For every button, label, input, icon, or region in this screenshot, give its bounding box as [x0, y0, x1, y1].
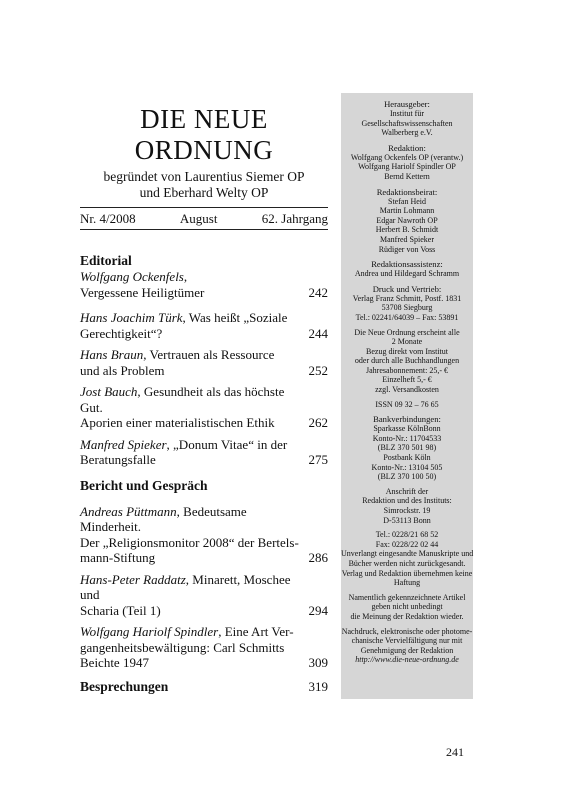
- entry-title: , Was heißt „Soziale: [182, 310, 288, 325]
- imprint-heading: Bankverbindungen:: [373, 414, 441, 425]
- imprint-heading: Druck und Vertrieb:: [372, 283, 442, 294]
- entry-page: 242: [308, 284, 328, 300]
- imprint-disclaimer: [341, 593, 473, 622]
- toc-entry: [80, 384, 328, 431]
- imprint-assistants: [341, 259, 473, 279]
- entry-title: , Bedeutsame Minderheit.: [80, 503, 247, 534]
- imprint-line: Fax: 0228/22 02 44: [375, 539, 439, 549]
- entry-title: , „Donum Vitae“ in der: [166, 436, 288, 452]
- entry-page: 294: [308, 602, 328, 618]
- issue-line: [80, 208, 328, 229]
- imprint-line: D-53113 Bonn: [383, 515, 431, 525]
- imprint-bank: [341, 414, 473, 482]
- imprint-line: Postbank Köln: [383, 453, 431, 463]
- imprint-line: Tel.: 0228/21 68 52: [375, 530, 439, 540]
- imprint-line: Die Neue Ordnung erscheint alle: [354, 327, 460, 337]
- imprint-line: Bezug direkt vom Institut: [366, 346, 448, 356]
- imprint-line: chanische Vervielfältigung nur mit: [351, 636, 463, 646]
- imprint-line: 53708 Siegburg: [381, 303, 433, 313]
- imprint-printing: [341, 284, 473, 323]
- imprint-line: Anschrift der: [385, 486, 429, 496]
- imprint-sidebar: [341, 93, 473, 699]
- entry-title: , Minarett, Moschee und: [80, 571, 291, 602]
- entry-title: gangenheitsbewältigung: Carl Schmitts: [80, 639, 285, 655]
- entry-title: Scharia (Teil 1): [80, 602, 161, 618]
- section-heading-besprechungen: Besprechungen: [80, 678, 169, 694]
- entry-page: 252: [308, 362, 328, 378]
- toc-entry: [80, 504, 328, 566]
- founders-line-2: und Eberhard Welty OP: [139, 185, 269, 200]
- section-heading-bericht: Bericht und Gespräch: [80, 477, 208, 493]
- entry-title: Der „Religionsmonitor 2008“ der Bertels-: [80, 534, 299, 550]
- imprint-line: Wolfgang Ockenfels OP (verantw.): [350, 152, 464, 162]
- imprint-line: Namentlich gekennzeichnete Artikel: [348, 592, 466, 602]
- toc-entry: [80, 347, 328, 378]
- imprint-line: Gesellschaftswissenschaften: [361, 118, 453, 128]
- entry-title: und als Problem: [80, 362, 165, 378]
- imprint-line: Sparkasse KölnBonn: [373, 424, 441, 434]
- imprint-line: Stefan Heid: [388, 196, 426, 206]
- issn: ISSN 09 32 – 76 65: [375, 399, 439, 409]
- imprint-line: Edgar Nawroth OP: [376, 215, 438, 225]
- founders-line-1: begründet von Laurentius Siemer OP: [103, 169, 305, 184]
- imprint-line: Rüdiger von Voss: [378, 244, 436, 254]
- imprint-line: geben nicht unbedingt: [371, 602, 443, 612]
- imprint-line: Institut für: [390, 109, 424, 118]
- imprint-reprint: [341, 627, 473, 665]
- founders: [80, 169, 328, 201]
- imprint-line: Jahresabonnement: 25,- €: [366, 365, 448, 375]
- imprint-line: Nachdruck, elektronische oder photome-: [341, 626, 473, 636]
- imprint-line: Walberberg e.V.: [381, 128, 433, 138]
- entry-title: Aporien einer materialistischen Ethik: [80, 415, 275, 430]
- section-heading-editorial: Editorial: [80, 253, 132, 268]
- entry-author: Hans-Peter Raddatz: [80, 571, 186, 587]
- entry-title: ,: [183, 269, 188, 284]
- imprint-line: Herbert B. Schmidt: [375, 225, 439, 235]
- issue-number: Nr. 4/2008: [80, 211, 136, 226]
- imprint-contact: [341, 530, 473, 588]
- toc-entry-besprechungen: [80, 679, 328, 695]
- entry-page: 319: [308, 679, 328, 694]
- imprint-board: [341, 187, 473, 255]
- imprint-address: [341, 487, 473, 525]
- imprint-heading: Herausgeber:: [384, 99, 430, 109]
- imprint-heading: Redaktion:: [388, 142, 426, 153]
- entry-title: Beichte 1947: [80, 655, 149, 670]
- website-url: http://www.die-neue-ordnung.de: [355, 655, 459, 665]
- entry-page: 244: [308, 325, 328, 341]
- imprint-line: Redaktion und des Instituts:: [362, 496, 452, 506]
- toc-entry: [80, 572, 328, 619]
- imprint-line: Andrea und Hildegard Schramm: [354, 269, 460, 279]
- toc-entry: [80, 624, 328, 671]
- imprint-publisher: [341, 99, 473, 138]
- imprint-line: zzgl. Versandkosten: [375, 385, 439, 395]
- volume: 62. Jahrgang: [261, 211, 328, 226]
- imprint-line: Verlag und Redaktion übernehmen keine: [341, 568, 473, 578]
- entry-author: Wolfgang Hariolf Spindler: [80, 624, 219, 639]
- imprint-line: Unverlangt eingesandte Manuskripte und: [341, 549, 474, 559]
- entry-title: , Vertrauen als Ressource: [143, 347, 275, 362]
- imprint-line: Simrockstr. 19: [383, 506, 431, 515]
- imprint-subscription: [341, 328, 473, 395]
- entry-page: 275: [308, 452, 328, 467]
- entry-page: 286: [308, 550, 328, 565]
- entry-title: Beratungsfalle: [80, 452, 156, 467]
- title-line-1: DIE NEUE: [140, 104, 268, 134]
- toc-entry: [80, 310, 328, 341]
- divider: [80, 229, 328, 230]
- entry-author: Wolfgang Ockenfels: [80, 269, 184, 284]
- imprint-line: Haftung: [393, 578, 421, 588]
- imprint-line: Konto-Nr.: 13104 505: [371, 462, 443, 472]
- entry-page: 262: [308, 415, 328, 430]
- imprint-line: 2 Monate: [391, 337, 423, 347]
- imprint-heading: Redaktionsassistenz:: [371, 259, 443, 270]
- imprint-line: Konto-Nr.: 11704533: [372, 433, 442, 443]
- imprint-issn: [341, 400, 473, 410]
- imprint-line: Verlag Franz Schmitt, Postf. 1831: [352, 293, 462, 303]
- imprint-line: Wolfgang Hariolf Spindler OP: [358, 162, 456, 172]
- entry-title: mann-Stiftung: [80, 550, 156, 565]
- journal-title: [80, 104, 328, 166]
- entry-author: Hans Braun: [80, 347, 144, 362]
- entry-title: Vergessene Heiligtümer: [80, 284, 205, 300]
- entry-author: Andreas Püttmann: [80, 503, 177, 519]
- imprint-line: Manfred Spieker: [380, 234, 434, 244]
- entry-author: Hans Joachim Türk: [80, 310, 183, 325]
- imprint-line: Martin Lohmann: [379, 206, 435, 216]
- imprint-line: Einzelheft 5,- €: [382, 375, 432, 385]
- imprint-heading: Redaktionsbeirat:: [376, 186, 438, 197]
- entry-author: Manfred Spieker: [80, 436, 167, 452]
- imprint-line: (BLZ 370 501 98): [377, 443, 437, 453]
- table-of-contents-column: [80, 104, 328, 695]
- imprint-line: (BLZ 370 100 50): [377, 472, 437, 482]
- imprint-line: Genehmigung der Redaktion: [360, 645, 454, 655]
- imprint-line: Bernd Kettern: [384, 171, 430, 181]
- imprint-line: Bücher werden nicht zurückgesandt.: [348, 558, 466, 568]
- imprint-editors: [341, 143, 473, 182]
- page-number: 241: [446, 745, 464, 759]
- issue-month: August: [179, 211, 218, 226]
- entry-title: , Gesundheit als das höchste Gut.: [80, 384, 285, 415]
- toc-entry: [80, 269, 328, 300]
- imprint-line: Tel.: 02241/64039 – Fax: 53891: [355, 312, 459, 322]
- imprint-line: oder durch alle Buchhandlungen: [354, 356, 460, 366]
- toc-entry: [80, 437, 328, 468]
- entry-author: Jost Bauch: [80, 384, 138, 399]
- entry-page: 309: [308, 655, 328, 670]
- title-line-2: ORDNUNG: [134, 135, 274, 165]
- toc: [80, 253, 328, 695]
- imprint-line: die Meinung der Redaktion wieder.: [350, 611, 464, 621]
- entry-title: , Eine Art Ver-: [218, 624, 294, 639]
- entry-title: Gerechtigkeit“?: [80, 325, 163, 341]
